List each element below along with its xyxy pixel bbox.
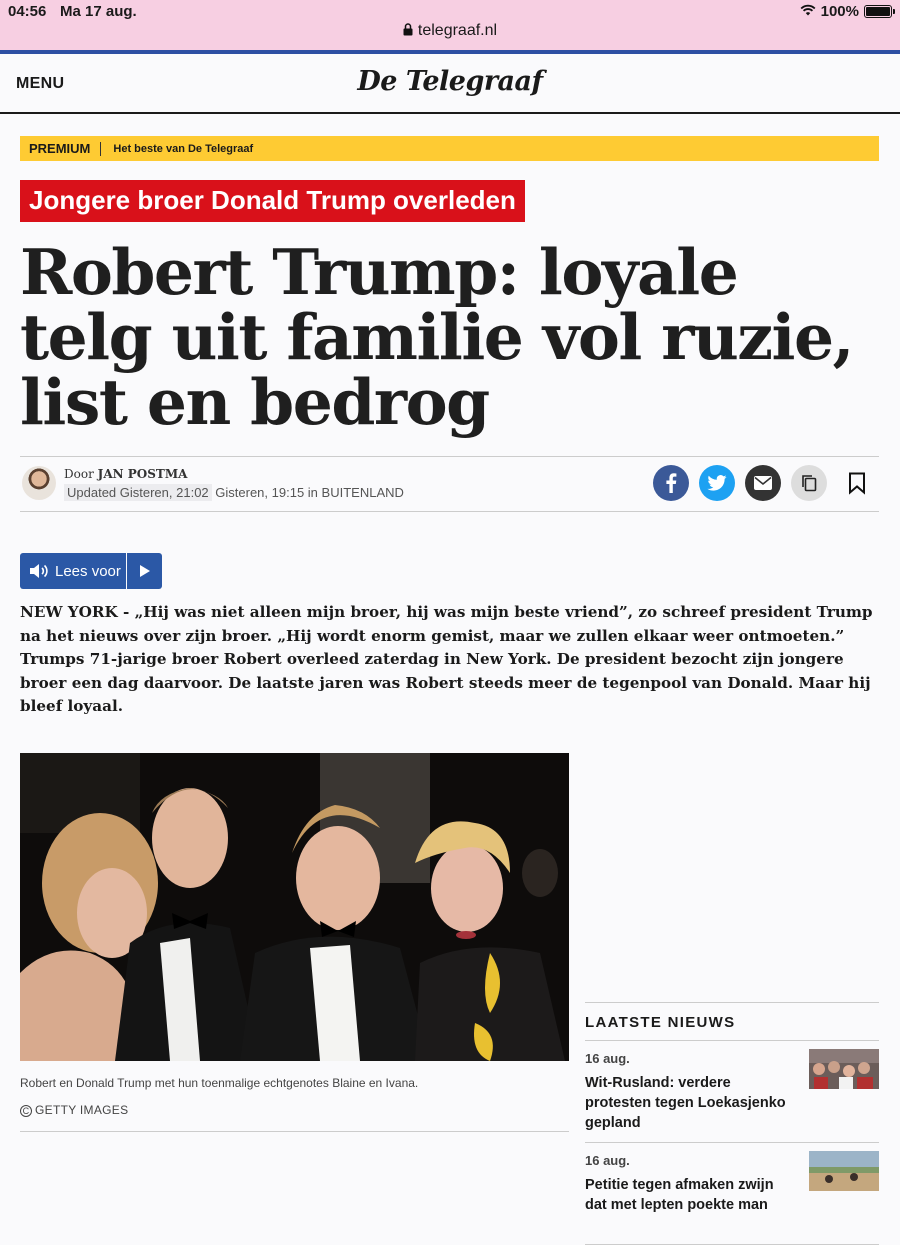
- battery-percent: 100%: [820, 3, 859, 20]
- news-title[interactable]: Petitie tegen afmaken zwijn dat met lepten poekte man: [585, 1177, 774, 1213]
- wifi-icon: [800, 3, 816, 20]
- premium-subtitle: Het beste van De Telegraaf: [113, 142, 254, 155]
- read-aloud-label: Lees voor: [55, 562, 121, 580]
- status-date: Ma 17 aug.: [60, 3, 137, 20]
- section-prefix: in: [307, 485, 318, 500]
- premium-banner[interactable]: [20, 136, 879, 161]
- site-logo[interactable]: De Telegraaf: [357, 66, 543, 97]
- mail-share-button[interactable]: [745, 465, 781, 501]
- speaker-icon: [29, 563, 49, 579]
- twitter-icon: [707, 475, 727, 491]
- photo-credit: [20, 1103, 128, 1117]
- site-header: [0, 54, 900, 114]
- read-aloud-control: [20, 553, 162, 589]
- article-headline: Robert Trump: loyale telg uit familie vol ruzie, list en bedrog: [20, 235, 853, 439]
- menu-button[interactable]: MENU: [16, 75, 65, 92]
- facebook-share-button[interactable]: [653, 465, 689, 501]
- mail-icon: [754, 476, 772, 490]
- author-avatar[interactable]: [22, 466, 56, 500]
- latest-news-title: LAATSTE NIEUWS: [585, 1003, 879, 1041]
- latest-news: [585, 1002, 879, 1245]
- door-label: Door: [64, 467, 94, 481]
- status-time: 04:56: [8, 3, 47, 20]
- news-item[interactable]: [585, 1143, 879, 1245]
- byline: [20, 456, 879, 512]
- section-link[interactable]: BUITENLAND: [321, 485, 404, 500]
- play-icon: [139, 564, 151, 578]
- twitter-share-button[interactable]: [699, 465, 735, 501]
- photo-credit-text: GETTY IMAGES: [35, 1103, 129, 1117]
- facebook-icon: [665, 473, 677, 493]
- play-button[interactable]: [127, 553, 162, 589]
- author-name[interactable]: JAN POSTMA: [97, 467, 188, 481]
- news-date: 16 aug.: [585, 1153, 630, 1168]
- url-text: telegraaf.nl: [417, 22, 498, 39]
- bookmark-icon: [848, 472, 866, 494]
- article-intro: NEW YORK - „Hij was niet alleen mijn broer, hij was mijn beste vriend”, zo schreef president Trump na het nieuws over zijn broer. „Hij wordt enorm gemist, maar we zullen elkaar weer ontmoeten.” Trumps 71-jarige broer Robert overleed zaterdag in New York. De president bezocht zijn jongere broer een dag daarvoor. De laatste jaren was Robert steeds meer de tegenpool van Donald. Maar hij bleef loyaal.: [20, 603, 873, 715]
- bookmark-button[interactable]: [843, 465, 871, 501]
- article-photo[interactable]: [20, 753, 569, 1061]
- news-thumbnail[interactable]: [809, 1049, 879, 1089]
- author-line: [64, 467, 187, 481]
- published-timestamp: Gisteren, 19:15: [215, 485, 305, 500]
- divider: [20, 1131, 569, 1132]
- share-buttons: [653, 465, 871, 501]
- address-bar[interactable]: [0, 22, 900, 41]
- copy-link-button[interactable]: [791, 465, 827, 501]
- copy-icon: [801, 474, 817, 492]
- battery-icon: [864, 5, 892, 18]
- news-item[interactable]: [585, 1041, 879, 1143]
- news-title[interactable]: Wit-Rusland: verdere protesten tegen Loekasjenko gepland: [585, 1075, 786, 1131]
- lock-icon: [403, 23, 413, 41]
- news-date: 16 aug.: [585, 1051, 630, 1066]
- updated-timestamp: Updated Gisteren, 21:02: [64, 484, 212, 501]
- article-kicker: Jongere broer Donald Trump overleden: [20, 180, 525, 222]
- status-right: [800, 3, 892, 20]
- status-bar: [0, 0, 900, 52]
- photo-caption: Robert en Donald Trump met hun toenmalige echtgenotes Blaine en Ivana.: [20, 1076, 419, 1090]
- premium-tag: PREMIUM: [20, 142, 101, 156]
- read-aloud-button[interactable]: [20, 553, 126, 589]
- news-thumbnail[interactable]: [809, 1151, 879, 1191]
- article-meta: [64, 485, 404, 500]
- copyright-icon: C: [20, 1105, 32, 1117]
